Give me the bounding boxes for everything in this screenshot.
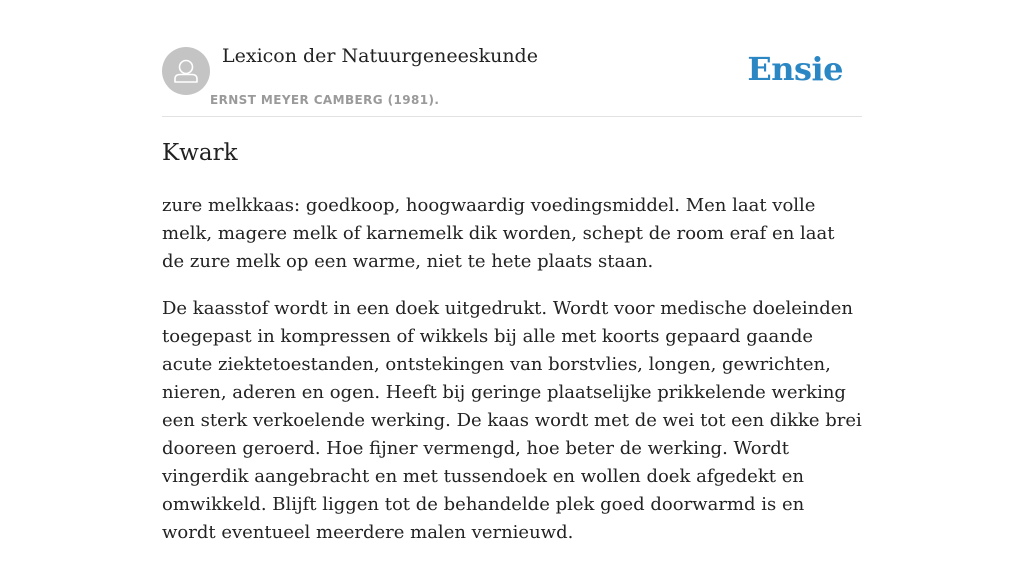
article-paragraph: De kaasstof wordt in een doek uitgedrukt. Wordt voor medische doeleinden toegepast in kompressen of wikkels bij alle met koorts gepaard gaande acute ziektetoestanden, ontstekingen van borstvlies, longen, gewrichten, nieren, aderen en ogen. Heeft bij geringe plaatselijke prikkelende werking een sterk verkoelende werking. De kaas wordt met de wei tot een dikke brei dooreen geroerd. Hoe fijner vermengd, hoe beter de werking. Wordt vingerdik aangebracht en met tussendoek en wollen doek afgedekt en omwikkeld. Blijft liggen tot de behandelde plek goed doorwarmd is en wordt eventueel meerdere malen vernieuwd. [162,298,862,543]
brand-logo[interactable]: Ensie [747,50,843,88]
source-header [162,0,862,117]
page-title: Kwark [162,140,238,166]
source-title[interactable]: Lexicon der Natuurgeneeskunde [222,45,538,67]
article-body [162,192,862,566]
avatar[interactable] [162,47,210,95]
user-outline-icon [162,47,210,95]
article-paragraph: zure melkkaas: goedkoop, hoogwaardig voedingsmiddel. Men laat volle melk, magere melk of karnemelk dik worden, schept de room eraf en laat de zure melk op een warme, niet te hete plaats staan. [162,195,835,272]
source-author: ERNST MEYER CAMBERG (1981). [210,93,440,107]
